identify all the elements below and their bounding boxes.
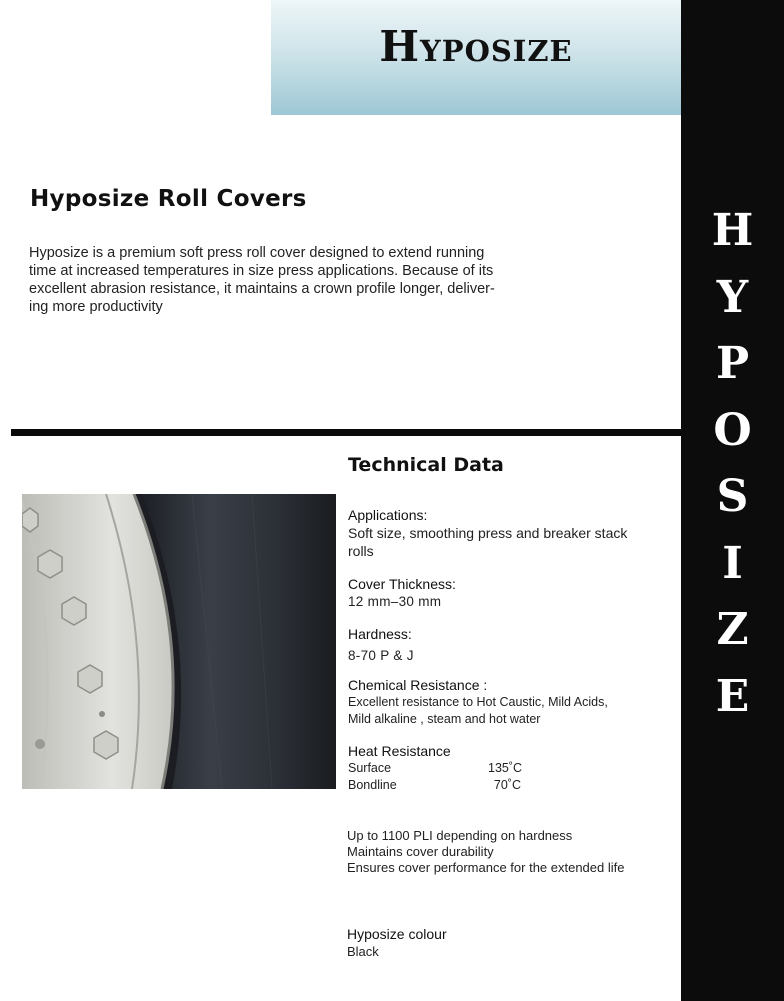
cover-thickness-value: 12 mm–30 mm xyxy=(348,594,442,609)
side-letter: P xyxy=(715,338,750,389)
heat-row-surface xyxy=(348,760,521,777)
hardness-value: 8-70 P & J xyxy=(348,648,414,663)
benefit-item: Up to 1100 PLI depending on hardness xyxy=(347,828,573,843)
section-divider xyxy=(11,429,681,436)
section-title: Hyposize Roll Covers xyxy=(30,186,307,212)
hardness-spec xyxy=(348,626,414,664)
side-letter: S xyxy=(716,471,749,522)
heat-row-name: Bondline xyxy=(348,778,397,792)
side-letter: Z xyxy=(716,604,749,655)
roll-photo xyxy=(22,494,336,789)
side-letters xyxy=(681,198,784,730)
technical-data-title: Technical Data xyxy=(348,454,504,476)
side-letter: Y xyxy=(716,271,749,323)
applications-value: Soft size, smoothing press and breaker stack xyxy=(348,525,628,541)
side-letter: I xyxy=(722,537,743,589)
applications-spec xyxy=(348,507,627,560)
colour-value: Black xyxy=(347,944,379,959)
heat-resistance-spec xyxy=(348,743,521,794)
side-letter: H xyxy=(711,205,754,256)
intro-line: excellent abrasion resistance, it maintains a crown profile longer, deliver- xyxy=(29,281,495,297)
heat-resistance-label: Heat Resistance xyxy=(348,743,451,759)
intro-paragraph xyxy=(29,244,559,316)
cover-thickness-spec xyxy=(348,576,456,610)
heat-row-value: 70˚C xyxy=(493,778,521,792)
chemical-resistance-value: Mild alkaline , steam and hot water xyxy=(348,712,541,726)
colour-label: Hyposize colour xyxy=(347,926,447,942)
heat-row-bondline xyxy=(348,777,521,794)
intro-line: Hyposize is a premium soft press roll cover designed to extend running xyxy=(29,245,485,261)
brand-title: Hyposize xyxy=(379,22,573,71)
chemical-resistance-label: Chemical Resistance : xyxy=(348,677,488,693)
brand-banner xyxy=(271,0,681,115)
side-vertical-banner xyxy=(681,0,784,1001)
side-letter: O xyxy=(713,404,752,456)
benefits-list xyxy=(347,828,624,876)
hardness-label: Hardness: xyxy=(348,626,412,642)
chemical-resistance-spec xyxy=(348,677,608,728)
heat-row-value: 135˚C xyxy=(488,761,523,775)
side-letter: E xyxy=(715,670,750,722)
heat-row-name: Surface xyxy=(348,761,392,775)
applications-value: rolls xyxy=(348,543,374,559)
chemical-resistance-value: Excellent resistance to Hot Caustic, Mild Acids, xyxy=(348,695,608,709)
intro-line: ing more productivity xyxy=(29,299,163,315)
applications-label: Applications: xyxy=(348,507,428,523)
intro-line: time at increased temperatures in size press applications. Because of its xyxy=(29,263,494,279)
benefit-item: Maintains cover durability xyxy=(347,844,494,859)
cover-thickness-label: Cover Thickness: xyxy=(348,576,456,592)
benefit-item: Ensures cover performance for the extended life xyxy=(347,860,625,875)
